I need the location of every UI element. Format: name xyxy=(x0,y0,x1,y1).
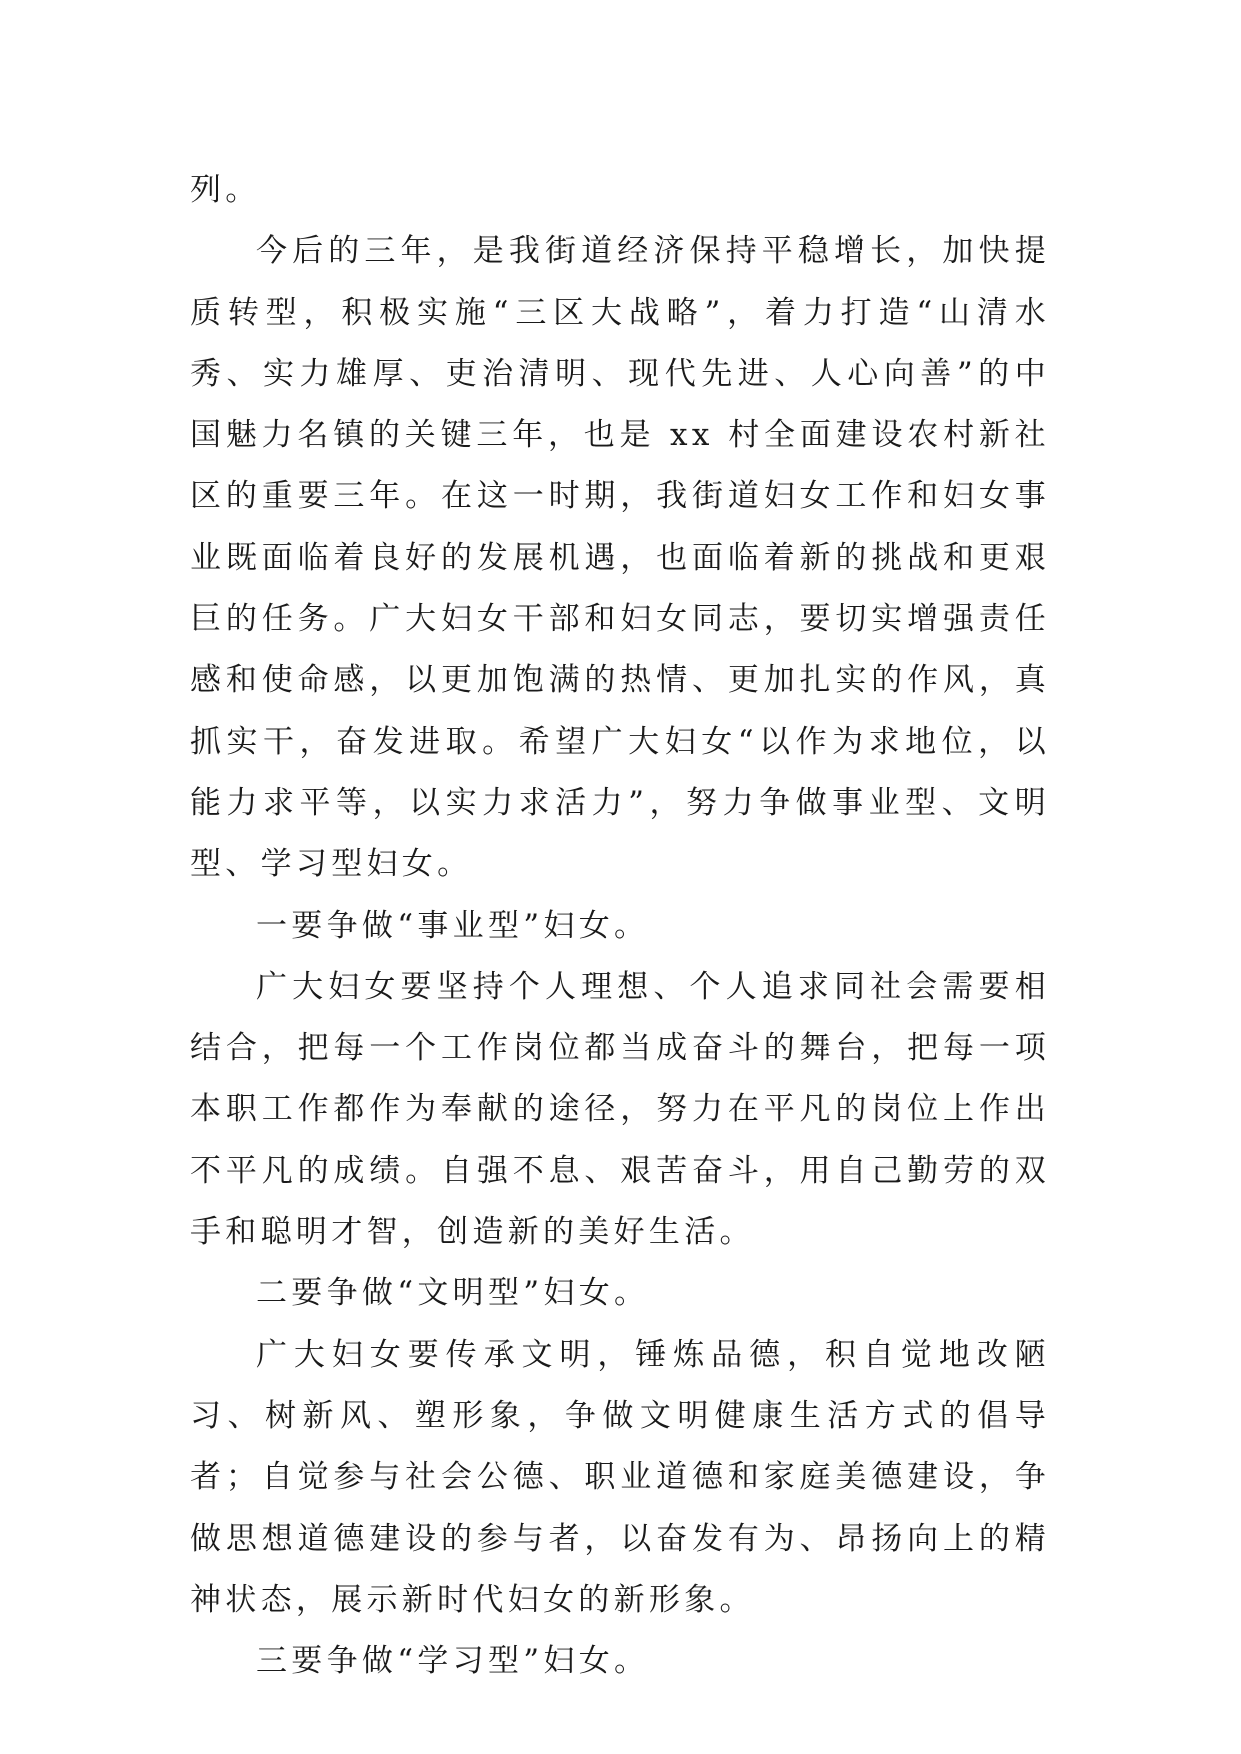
paragraph-continuation: 列。 xyxy=(190,172,261,208)
document-body xyxy=(190,160,1050,1692)
paragraph-three-years: 今后的三年，是我街道经济保持平稳增长，加快提质转型，积极实施“三区大战略”，着力打造“山清水秀、实力雄厚、吏治清明、现代先进、人心向善”的中国魅力名镇的关键三年，也是 xx 村全面建设农村新社区的重要三年。在这一时期，我街道妇女工作和妇女事业既面临着良好的发展机遇，也面临着新的挑战和更艰巨的任务。广大妇女干部和妇女同志，要切实增强责任感和使命感，以更加饱满的热情、更加扎实的作风，真抓实干，奋发进取。希望广大妇女“以作为求地位，以能力求平等，以实力求活力”，努力争做事业型、文明型、学习型妇女。 xyxy=(190,233,1050,883)
paragraph-career-women: 广大妇女要坚持个人理想、个人追求同社会需要相结合，把每一个工作岗位都当成奋斗的舞台，把每一项本职工作都作为奉献的途径，努力在平凡的岗位上作出不平凡的成绩。自强不息、艰苦奋斗，用自己勤劳的双手和聪明才智，创造新的美好生活。 xyxy=(190,968,1050,1251)
heading-learning-women: 三要争做“学习型”妇女。 xyxy=(256,1643,650,1680)
paragraph-civilized-women: 广大妇女要传承文明，锤炼品德，积自觉地改陋习、树新风、塑形象，争做文明健康生活方式的倡导者；自觉参与社会公德、职业道德和家庭美德建设，争做思想道德建设的参与者，以奋发有为、昂扬向上的精神状态，展示新时代妇女的新形象。 xyxy=(190,1336,1050,1618)
heading-civilized-women: 二要争做“文明型”妇女。 xyxy=(256,1275,650,1312)
heading-career-women: 一要争做“事业型”妇女。 xyxy=(256,907,650,944)
